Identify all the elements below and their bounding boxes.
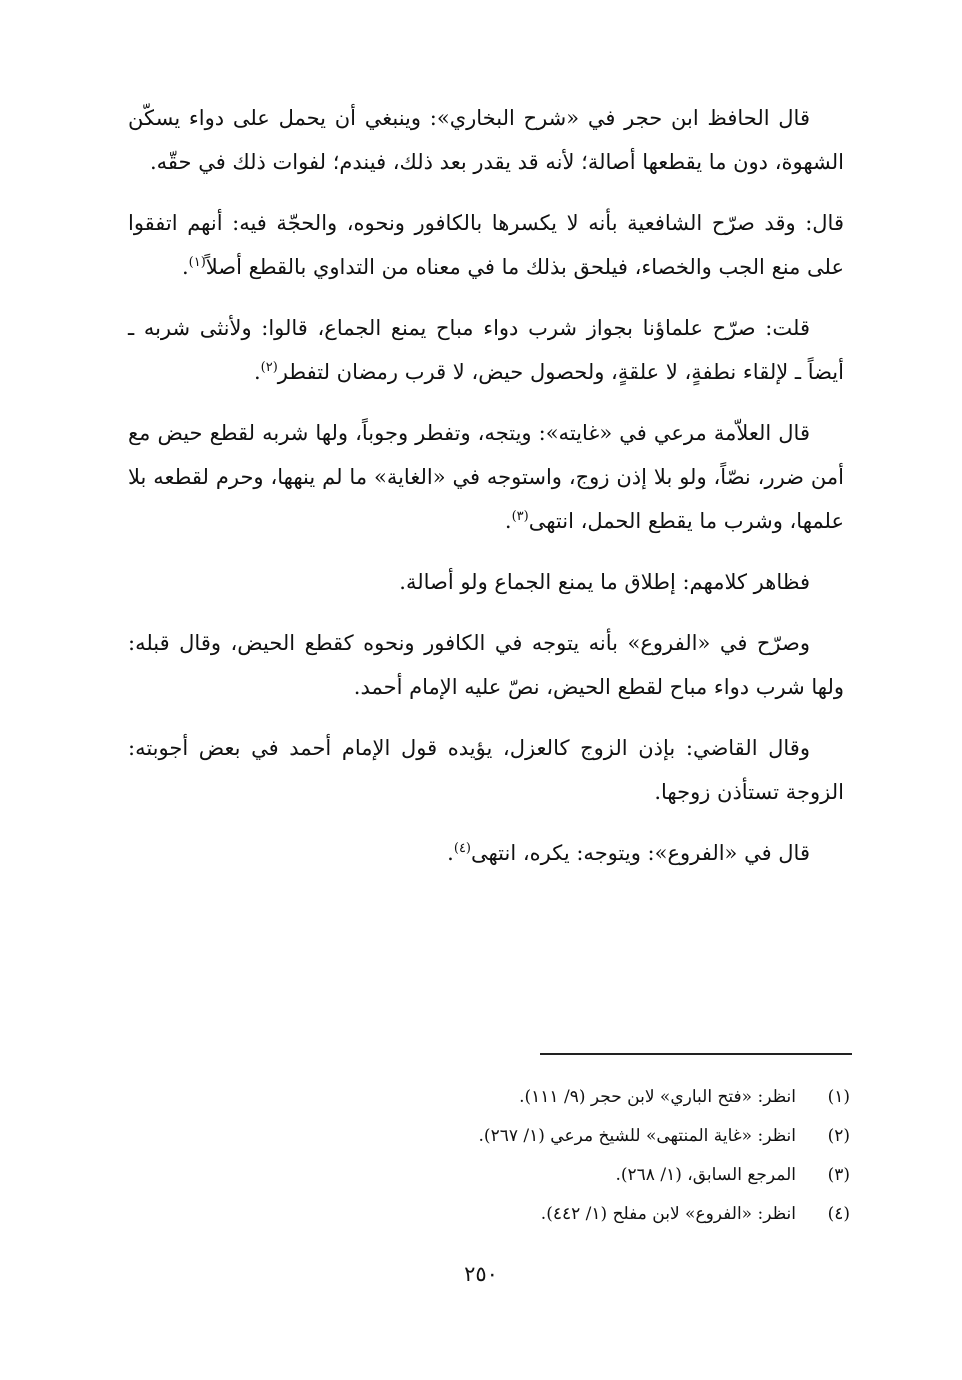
page-number: ٢٥٠	[464, 1262, 498, 1286]
footnote-2	[200, 1117, 850, 1156]
paragraph-3: قلت: صرّح علماؤنا بجواز شرب دواء مباح يمنع الجماع، قالوا: ولأنثى شربه ـ أيضاً ـ لإلقاء نطفةٍ، لا علقةٍ، ولحصول حيض، لا قرب رمضان لتفطر$^{(٢)}$.	[128, 316, 844, 384]
paragraph-7: وقال القاضي: بإذن الزوج كالعزل، يؤيده قول الإمام أحمد في بعض أجوبته: الزوجة تستأذن زوجها.	[128, 736, 844, 804]
paragraph-1: قال الحافظ ابن حجر في «شرح البخاري»: وينبغي أن يحمل على دواء يسكّن الشهوة، دون ما يقطعها أصالة؛ لأنه قد يقدر بعد ذلك، فيندم؛ لفوات ذلك في حقّه.	[128, 106, 844, 174]
footnote-number: (٢)	[827, 1126, 850, 1146]
footnote-text: انظر: «غاية المنتهى» للشيخ مرعي (١/ ٢٦٧).	[478, 1126, 796, 1146]
paragraph-8: قال في «الفروع»: ويتوجه: يكره، انتهى$^{(٤)}$.	[447, 841, 810, 865]
footnote-ref-1[interactable]: (١)	[188, 255, 206, 270]
paragraph-6: وصرّح في «الفروع» بأنه يتوجه في الكافور ونحوه كقطع الحيض، وقال قبله: ولها شرب دواء مباح لقطع الحيض، نصّ عليه الإمام أحمد.	[128, 631, 844, 699]
footnotes	[200, 1078, 850, 1234]
footnote-1	[200, 1078, 850, 1117]
footnote-4	[200, 1195, 850, 1234]
footnote-separator	[540, 1053, 852, 1055]
footnote-ref-4[interactable]: (٤)	[453, 841, 471, 856]
footnote-3	[200, 1156, 850, 1195]
footnote-text: المرجع السابق، (١/ ٢٦٨).	[615, 1165, 796, 1185]
paragraph-4: قال العلاّمة مرعي في «غايته»: ويتجه، وتفطر وجوباً، ولها شربه لقطع حيض مع أمن ضرر، نصّاً، ولو بلا إذن زوج، واستوجه في «الغاية» ما لم ينهها، وحرم لقطعه بلا علمها، وشرب ما يقطع الحمل، انتهى$^{(٣)}$.	[128, 421, 844, 533]
main-text	[128, 96, 844, 892]
footnote-ref-3[interactable]: (٣)	[511, 509, 529, 524]
footnote-text: انظر: «الفروع» لابن مفلح (١/ ٤٤٢).	[540, 1204, 796, 1224]
footnote-number: (٤)	[827, 1204, 850, 1224]
footnote-ref-2[interactable]: (٢)	[260, 360, 278, 375]
footnote-number: (٣)	[827, 1165, 850, 1185]
paragraph-2: قال: وقد صرّح الشافعية بأنه لا يكسرها بالكافور ونحوه، والحجّة فيه: أنهم اتفقوا على منع الجب والخصاء، فيلحق بذلك ما في معناه من التداوي بالقطع أصلاً$^{(١)}$.	[128, 211, 844, 279]
paragraph-5: فظاهر كلامهم: إطلاق ما يمنع الجماع ولو أصالة.	[399, 570, 810, 594]
footnote-text: انظر: «فتح الباري» لابن حجر (٩/ ١١١).	[519, 1087, 796, 1107]
footnote-number: (١)	[827, 1087, 850, 1107]
